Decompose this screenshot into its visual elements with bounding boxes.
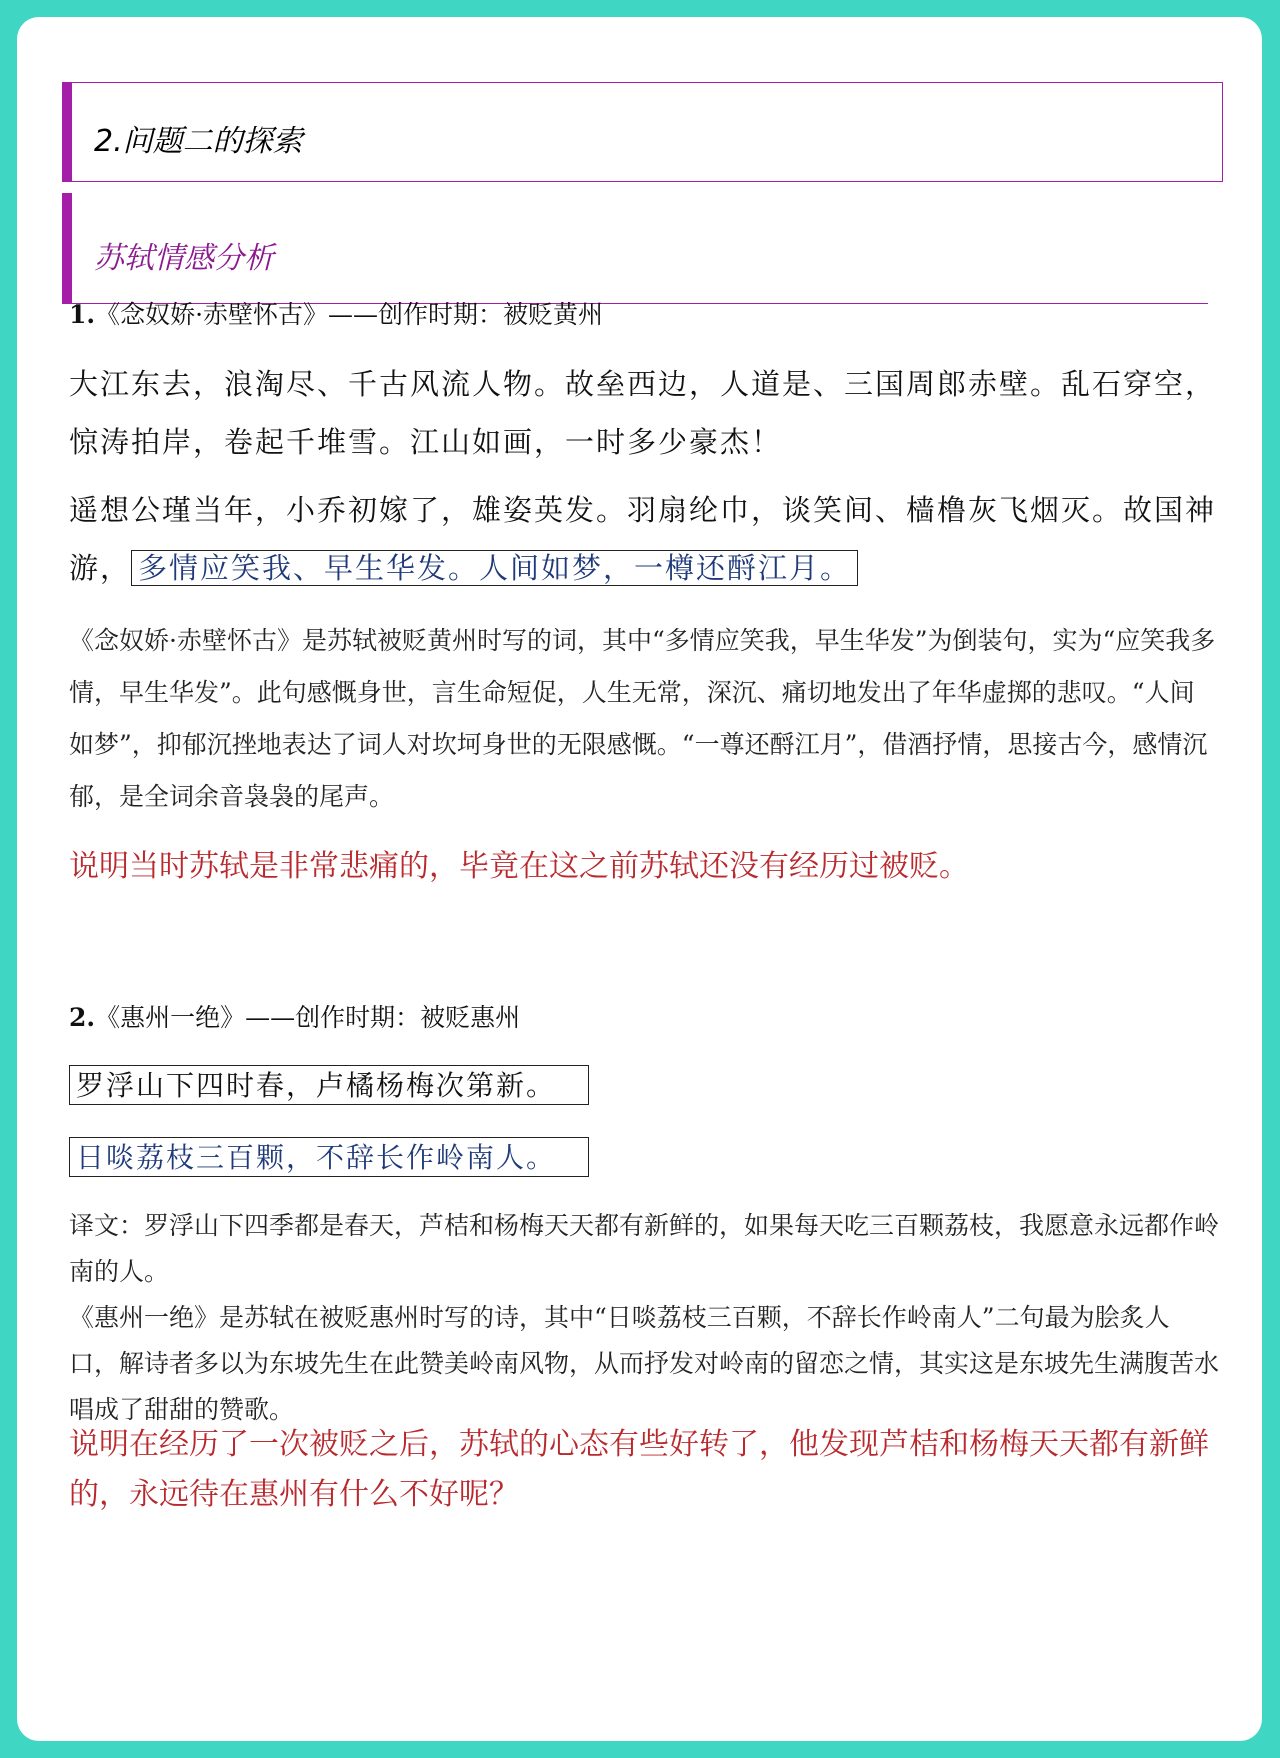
part2-analysis: 《惠州一绝》是苏轼在被贬惠州时写的诗，其中“日啖荔枝三百颗，不辞长作岭南人”二句最为脍炙人口，解诗者多以为东坡先生在此赞美岭南风物，从而抒发对岭南的留恋之情，其实这是东坡先生满腹苦水唱成了甜甜的赞歌。 [69,1303,1220,1424]
part1-analysis: 《念奴娇·赤壁怀古》是苏轼被贬黄州时写的词，其中“多情应笑我，早生华发”为倒装句，实为“应笑我多情，早生华发”。此句感慨身世，言生命短促，人生无常，深沉、痛切地发出了年华虚掷的悲叹。“人间如梦”，抑郁沉挫地表达了词人对坎坷身世的无限感慨。“一尊还酹江月”，借酒抒情，思接古今，感情沉郁，是全词余音袅袅的尾声。 [69,626,1216,811]
section-title-box [62,82,1223,182]
part1-conclusion: 说明当时苏轼是非常悲痛的，毕竟在这之前苏轼还没有经历过被贬。 [69,849,969,884]
part2-poem-line-2: 日啖荔枝三百颗，不辞长作岭南人。 [69,1137,589,1177]
part2-number: 2. [69,1003,96,1032]
part2-heading-text: 《惠州一绝》——创作时期：被贬惠州 [95,1003,521,1032]
subsection-title-box [62,193,1208,304]
part1-highlighted-lines: 多情应笑我、早生华发。人间如梦，一樽还酹江月。 [131,550,858,586]
part1-heading [69,295,603,331]
part1-heading-text: 《念奴娇·赤壁怀古》——创作时期：被贬黄州 [95,300,604,329]
part2-translation: 译文：罗浮山下四季都是春天，芦桔和杨梅天天都有新鲜的，如果每天吃三百颗荔枝，我愿意永远都作岭南的人。 [69,1211,1220,1286]
part1-number: 1. [69,300,96,329]
part1-poem-paragraph-1: 大江东去，浪淘尽、千古风流人物。故垒西边，人道是、三国周郎赤壁。乱石穿空，惊涛拍岸，卷起千堆雪。江山如画，一时多少豪杰！ [69,367,1217,459]
part1-poem-paragraph-2 [69,481,1219,597]
document-page [17,17,1262,1741]
part2-conclusion: 说明在经历了一次被贬之后，苏轼的心态有些好转了，他发现芦桔和杨梅天天都有新鲜的，永远待在惠州有什么不好呢？ [69,1427,1209,1512]
part1-poem-text: 遥想公瑾当年，小乔初嫁了，雄姿英发。羽扇纶巾，谈笑间、樯橹灰飞烟灭。故国神游， [69,493,1217,585]
section-title: 2.问题二的探索 [94,124,303,159]
part2-poem-line-1: 罗浮山下四时春，卢橘杨梅次第新。 [69,1065,589,1105]
part2-heading [69,998,520,1034]
subsection-title: 苏轼情感分析 [94,241,274,276]
